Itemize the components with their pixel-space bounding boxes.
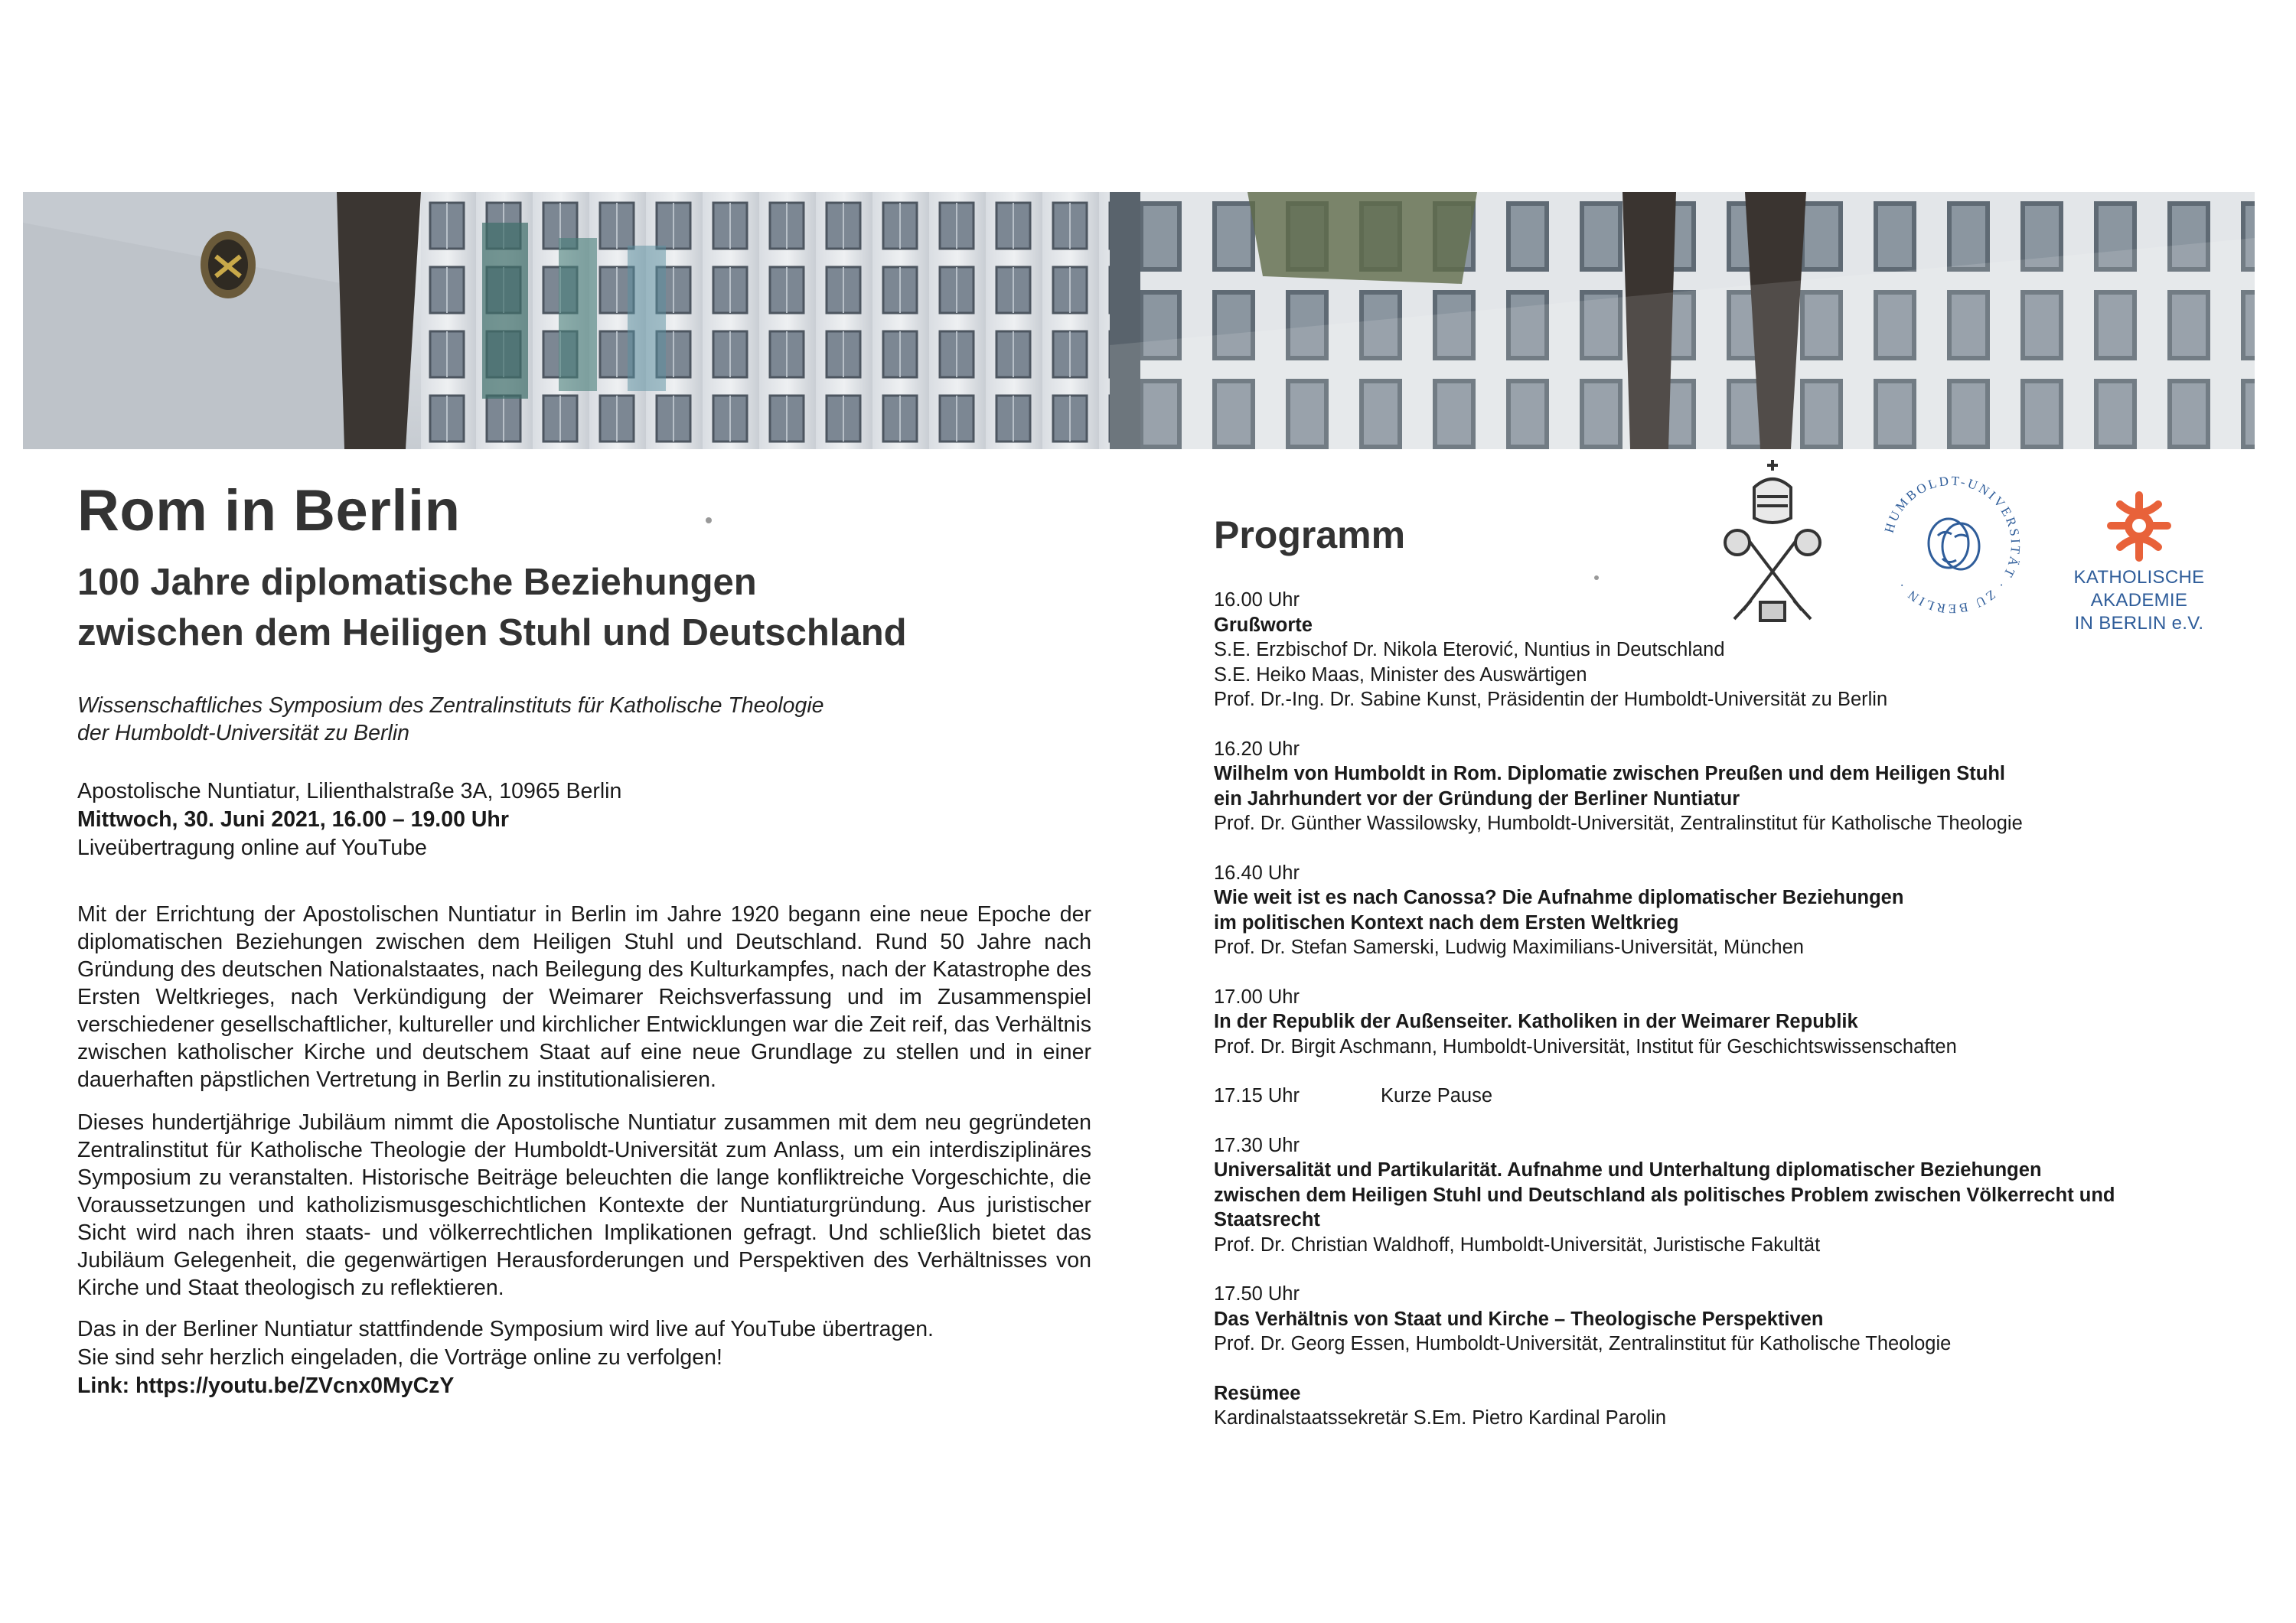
katholische-akademie-logo-icon — [2097, 487, 2181, 564]
page-title: Rom in Berlin — [77, 478, 461, 543]
program-title-cont: ein Jahrhundert vor der Gründung der Berliner Nuntiatur — [1214, 787, 1740, 810]
nunciature-building-photo — [23, 192, 2255, 449]
program-title: In der Republik der Außenseiter. Katholiken in der Weimarer Republik — [1214, 1011, 1858, 1032]
program-speaker: S.E. Erzbischof Dr. Nikola Eterović, Nuntius in Deutschland — [1214, 639, 1725, 660]
program-item — [1214, 737, 2232, 836]
program-title: Universalität und Partikularität. Aufnahme und Unterhaltung diplomatischer Beziehungen — [1214, 1159, 2042, 1181]
intro-paragraph: Mit der Errichtung der Apostolischen Nuntiatur in Berlin im Jahre 1920 begann eine neue Epoche der diplomatischen Beziehungen zwischen dem Heiligen Stuhl und Deutschland. Rund 50 Jahre nach Gründung des deutschen Nationalstaates, nach Beilegung des Kulturkampfes, nach der Katastrophe des Ersten Weltkrieges, nach Verkündigung der Weimarer Reichsverfassung und im Zusammenspiel verschiedener gesellschaftlicher, kultureller und kirchlicher Entwicklungen war die Zeit reif, das Verhältnis zwischen katholischer Kirche und deutschem Staat auf eine neue Grundlage zu stellen und in einer dauerhaften päpstlichen Vertretung in Berlin zu institutionalisieren. — [77, 902, 1091, 1092]
coat-of-arms-plaque — [201, 231, 256, 298]
program-title: Wie weit ist es nach Canossa? Die Aufnahme diplomatischer Beziehungen — [1214, 887, 1904, 908]
resume-speaker: Kardinalstaatssekretär S.Em. Pietro Kardinal Parolin — [1214, 1407, 1667, 1429]
subtitle-line-1: 100 Jahre diplomatische Beziehungen — [77, 562, 757, 603]
subtitle-line-2: zwischen dem Heiligen Stuhl und Deutschland — [77, 612, 907, 653]
header-photo-banner — [23, 192, 2255, 449]
akademie-line-1: KATHOLISCHE AKADEMIE — [2073, 567, 2205, 611]
page-subtitle — [77, 557, 1091, 658]
program-time: 17.30 Uhr — [1214, 1134, 1300, 1156]
humboldt-seal-text: HUMBOLDT-UNIVERSITÄT · ZU BERLIN · — [1881, 473, 2024, 617]
program-title: Wilhelm von Humboldt in Rom. Diplomatie zwischen Preußen und dem Heiligen Stuhl — [1214, 763, 2006, 784]
program-speaker: Prof. Dr. Christian Waldhoff, Humboldt-Universität, Juristische Fakultät — [1214, 1234, 1821, 1256]
program-item — [1214, 1133, 2232, 1258]
program-title-cont: im politischen Kontext nach dem Ersten Weltkrieg — [1214, 911, 1679, 934]
program-list — [1214, 588, 2232, 1455]
scan-speck — [1594, 575, 1599, 580]
event-stream-note: Liveübertragung online auf YouTube — [77, 836, 427, 860]
akademie-line-2: IN BERLIN e.V. — [2074, 613, 2204, 634]
program-time: 16.00 Uhr — [1214, 589, 1300, 611]
symposium-description — [77, 692, 1091, 747]
program-speaker: Prof. Dr.-Ing. Dr. Sabine Kunst, Präsidentin der Humboldt-Universität zu Berlin — [1214, 689, 1888, 710]
program-pause — [1214, 1084, 2232, 1109]
program-resume — [1214, 1381, 2232, 1431]
program-title-cont: zwischen dem Heiligen Stuhl und Deutschland als politisches Problem zwischen Völkerrecht und — [1214, 1184, 2115, 1206]
program-item — [1214, 861, 2232, 960]
program-time: 16.40 Uhr — [1214, 862, 1300, 884]
program-title-cont: Staatsrecht — [1214, 1209, 1320, 1230]
pause-label: Kurze Pause — [1381, 1085, 1493, 1106]
program-time: 16.20 Uhr — [1214, 738, 1300, 760]
closing-line-2: Sie sind sehr herzlich eingeladen, die Vorträge online zu verfolgen! — [77, 1345, 722, 1370]
program-time: 17.15 Uhr — [1214, 1085, 1300, 1106]
program-speaker: S.E. Heiko Maas, Minister des Auswärtigen — [1214, 663, 1587, 686]
event-venue: Apostolische Nuntiatur, Lilienthalstraße 3A, 10965 Berlin — [77, 779, 622, 803]
event-date-time: Mittwoch, 30. Juni 2021, 16.00 – 19.00 Uhr — [77, 807, 509, 832]
closing-line-1: Das in der Berliner Nuntiatur stattfindende Symposium wird live auf YouTube übertragen. — [77, 1317, 934, 1341]
humboldt-portrait-icon — [1929, 519, 1979, 569]
program-speaker: Prof. Dr. Stefan Samerski, Ludwig Maximilians-Universität, München — [1214, 937, 1804, 958]
scan-speck — [706, 517, 712, 523]
program-speaker: Prof. Dr. Günther Wassilowsky, Humboldt-Universität, Zentralinstitut für Katholische Theologie — [1214, 813, 2023, 834]
left-column — [77, 478, 1091, 1400]
program-item — [1214, 588, 2232, 712]
closing-note — [77, 1315, 1091, 1400]
resume-title: Resümee — [1214, 1382, 1301, 1404]
program-title: Das Verhältnis von Staat und Kirche – Theologische Perspektiven — [1214, 1308, 1824, 1330]
program-heading: Programm — [1214, 513, 1406, 556]
jubilee-paragraph: Dieses hundertjährige Jubiläum nimmt die Apostolische Nuntiatur zusammen mit dem neu gegründeten Zentralinstitut für Katholische Theologie der Humboldt-Universität zum Anlass, um ein interdisziplinäres Symposium zu veranstalten. Historische Beiträge beleuchten die lange konfliktreiche Vorgeschichte, die Voraussetzungen und katholizismusgeschichtlichen Kontexte der Nuntiaturgründung. Aus juristischer Sicht wird nach ihren staats- und völkerrechtlichen Implikationen gefragt. Und schließlich bietet das Jubiläum Gelegenheit, die gegenwärtigen Herausforderungen und Perspektiven des Verhältnisses von Kirche und Staat theologisch zu reflektieren. — [77, 1110, 1091, 1300]
event-details — [77, 777, 1091, 862]
program-item — [1214, 985, 2232, 1060]
youtube-link[interactable]: Link: https://youtu.be/ZVcnx0MyCzY — [77, 1374, 455, 1398]
program-speaker: Prof. Dr. Birgit Aschmann, Humboldt-Universität, Institut für Geschichtswissenschaften — [1214, 1035, 1957, 1058]
program-time: 17.00 Uhr — [1214, 986, 1300, 1008]
symposium-line-1: Wissenschaftliches Symposium des Zentralinstituts für Katholische Theologie — [77, 693, 824, 718]
program-item — [1214, 1282, 2232, 1357]
program-speaker: Prof. Dr. Georg Essen, Humboldt-Universität, Zentralinstitut für Katholische Theologie — [1214, 1333, 1952, 1354]
program-title: Grußworte — [1214, 614, 1313, 636]
symposium-line-2: der Humboldt-Universität zu Berlin — [77, 721, 409, 745]
program-time: 17.50 Uhr — [1214, 1283, 1300, 1305]
